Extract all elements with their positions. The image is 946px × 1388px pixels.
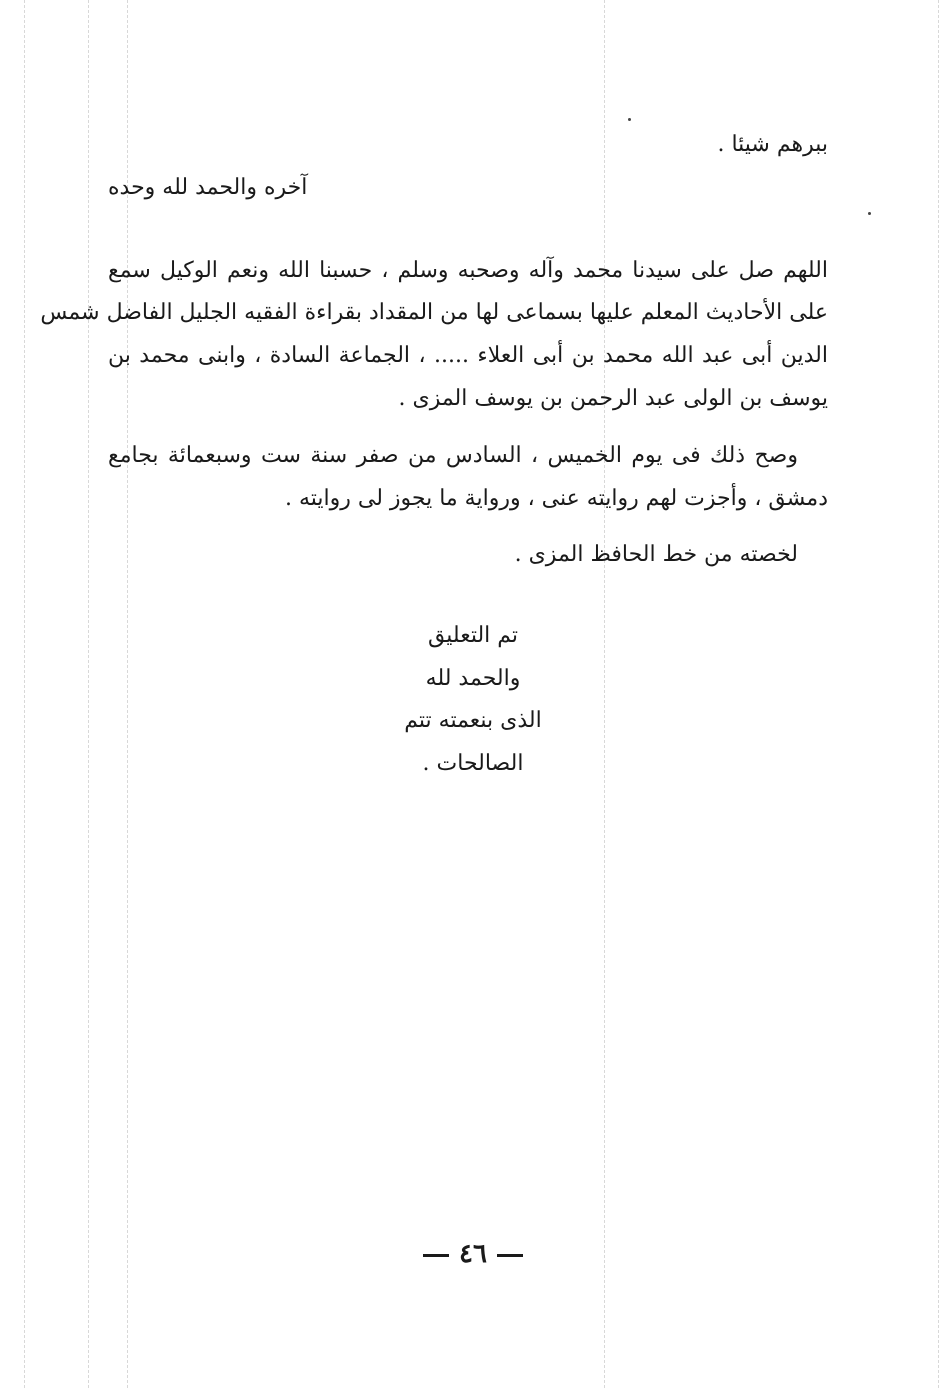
paragraph-2-line-2: دمشق ، وأجزت لهم روايته عنى ، ورواية ما يجوز لى روايته . [284, 486, 828, 511]
page-number-text: ٤٦ [459, 1239, 487, 1269]
scan-guide-line [88, 0, 89, 1388]
scan-speck [868, 212, 871, 215]
paragraph-1-line-3: الدين أبى عبد الله محمد بن أبى العلاء ..... ، الجماعة السادة ، وابنى محمد بن [108, 343, 828, 368]
closing-line-2: والحمد لله [425, 666, 521, 691]
closing-line-4: الصالحات . [422, 751, 524, 776]
scan-guide-line [127, 0, 128, 1388]
paragraph-2-line-1: وصح ذلك فى يوم الخميس ، السادس من صفر سنة ست وسبعمائة بجامع [108, 443, 798, 468]
text-line-1: ببرهم شيئا . [717, 132, 828, 157]
scan-guide-line [24, 0, 25, 1388]
scan-guide-line [938, 0, 939, 1388]
paragraph-1-line-1: اللهم صل على سيدنا محمد وآله وصحبه وسلم ، حسبنا الله ونعم الوكيل سمع [108, 258, 828, 283]
paragraph-1-line-4: يوسف بن الولى عبد الرحمن بن يوسف المزى . [398, 386, 828, 411]
dash-left [423, 1254, 449, 1257]
paragraph-1-line-2: على الأحاديث المعلم عليها بسماعى لها من المقداد بقراءة الفقيه الجليل الفاضل شمس [40, 300, 828, 325]
paragraph-3: لخصته من خط الحافظ المزى . [514, 542, 798, 567]
scan-speck [628, 118, 631, 121]
page-number [0, 1234, 946, 1274]
scan-guide-line [604, 0, 605, 1388]
closing-line-1: تم التعليق [427, 623, 519, 648]
dash-right [497, 1254, 523, 1257]
text-line-2: آخره والحمد لله وحده [108, 175, 308, 200]
closing-line-3: الذى بنعمته تتم [404, 708, 542, 733]
